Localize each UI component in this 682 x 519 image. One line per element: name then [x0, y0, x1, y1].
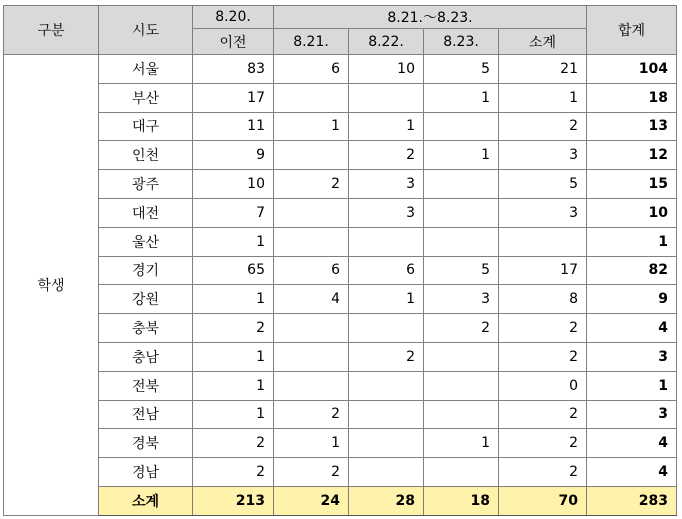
d23-cell: 3	[424, 285, 499, 314]
sub-cell: 17	[499, 256, 587, 285]
d21-cell: 2	[274, 458, 349, 487]
table-row	[4, 429, 677, 458]
d22-cell: 10	[349, 55, 424, 84]
sub-cell: 2	[499, 400, 587, 429]
d22-cell: 3	[349, 170, 424, 199]
d22-cell	[349, 458, 424, 487]
sub-cell: 3	[499, 141, 587, 170]
header-d22: 8.22.	[349, 29, 424, 55]
d21-cell: 2	[274, 170, 349, 199]
total-cell: 4	[587, 458, 677, 487]
sub-cell: 1	[499, 83, 587, 112]
before-cell: 2	[193, 429, 274, 458]
table-row	[4, 342, 677, 371]
before-cell: 10	[193, 170, 274, 199]
table-row	[4, 371, 677, 400]
student-cases-table	[3, 5, 677, 516]
table-row	[4, 227, 677, 256]
sido-cell: 경북	[99, 429, 193, 458]
d22-cell: 1	[349, 112, 424, 141]
table-row	[4, 458, 677, 487]
sido-cell: 인천	[99, 141, 193, 170]
total-cell: 104	[587, 55, 677, 84]
sub-cell: 3	[499, 198, 587, 227]
sido-cell: 강원	[99, 285, 193, 314]
sido-cell: 충북	[99, 314, 193, 343]
header-d21: 8.21.	[274, 29, 349, 55]
d22-cell	[349, 83, 424, 112]
table-row	[4, 256, 677, 285]
before-cell: 2	[193, 458, 274, 487]
total-cell: 12	[587, 141, 677, 170]
header-sido: 시도	[99, 6, 193, 55]
subtotal-d21-cell: 24	[274, 486, 349, 515]
d23-cell	[424, 198, 499, 227]
subtotal-d22-cell: 28	[349, 486, 424, 515]
before-cell: 1	[193, 227, 274, 256]
total-cell: 3	[587, 342, 677, 371]
total-cell: 4	[587, 314, 677, 343]
d22-cell: 1	[349, 285, 424, 314]
table-row	[4, 198, 677, 227]
d22-cell: 2	[349, 342, 424, 371]
subtotal-sub-cell: 70	[499, 486, 587, 515]
d21-cell	[274, 227, 349, 256]
d23-cell: 5	[424, 256, 499, 285]
sub-cell: 8	[499, 285, 587, 314]
d21-cell: 2	[274, 400, 349, 429]
total-cell: 15	[587, 170, 677, 199]
d21-cell: 1	[274, 429, 349, 458]
d23-cell: 1	[424, 83, 499, 112]
before-cell: 1	[193, 285, 274, 314]
d23-cell: 5	[424, 55, 499, 84]
table-row	[4, 112, 677, 141]
total-cell: 82	[587, 256, 677, 285]
d21-cell	[274, 141, 349, 170]
sido-cell: 부산	[99, 83, 193, 112]
d21-cell: 4	[274, 285, 349, 314]
sub-cell	[499, 227, 587, 256]
total-cell: 18	[587, 83, 677, 112]
table-row	[4, 314, 677, 343]
subtotal-row	[4, 486, 677, 515]
table-row	[4, 83, 677, 112]
d22-cell	[349, 227, 424, 256]
d22-cell	[349, 371, 424, 400]
d21-cell	[274, 342, 349, 371]
subtotal-label: 소계	[99, 486, 193, 515]
before-cell: 1	[193, 371, 274, 400]
header-d23: 8.23.	[424, 29, 499, 55]
sido-cell: 대전	[99, 198, 193, 227]
header-before-line2: 이전	[193, 29, 274, 55]
d21-cell: 6	[274, 55, 349, 84]
d21-cell: 6	[274, 256, 349, 285]
table-body	[4, 55, 677, 516]
subtotal-before-cell: 213	[193, 486, 274, 515]
sub-cell: 2	[499, 458, 587, 487]
before-cell: 11	[193, 112, 274, 141]
total-cell: 1	[587, 227, 677, 256]
sido-cell: 전북	[99, 371, 193, 400]
sub-cell: 2	[499, 342, 587, 371]
d23-cell	[424, 342, 499, 371]
d21-cell	[274, 83, 349, 112]
sub-cell: 2	[499, 429, 587, 458]
header-total: 합계	[587, 6, 677, 55]
before-cell: 2	[193, 314, 274, 343]
table-row	[4, 141, 677, 170]
sido-cell: 경기	[99, 256, 193, 285]
d23-cell	[424, 227, 499, 256]
table-row	[4, 55, 677, 84]
d21-cell	[274, 314, 349, 343]
before-cell: 7	[193, 198, 274, 227]
d22-cell	[349, 429, 424, 458]
d21-cell	[274, 371, 349, 400]
table-row	[4, 285, 677, 314]
before-cell: 17	[193, 83, 274, 112]
d23-cell	[424, 400, 499, 429]
before-cell: 1	[193, 342, 274, 371]
before-cell: 9	[193, 141, 274, 170]
sido-cell: 경남	[99, 458, 193, 487]
table-row	[4, 400, 677, 429]
d22-cell	[349, 314, 424, 343]
d23-cell	[424, 170, 499, 199]
d23-cell	[424, 112, 499, 141]
table-row	[4, 170, 677, 199]
total-cell: 4	[587, 429, 677, 458]
header-before-line1: 8.20.	[193, 6, 274, 29]
header-gubun: 구분	[4, 6, 99, 55]
d23-cell: 1	[424, 429, 499, 458]
sido-cell: 충남	[99, 342, 193, 371]
total-cell: 3	[587, 400, 677, 429]
sub-cell: 0	[499, 371, 587, 400]
subtotal-total-cell: 283	[587, 486, 677, 515]
before-cell: 83	[193, 55, 274, 84]
d22-cell	[349, 400, 424, 429]
d23-cell	[424, 458, 499, 487]
d23-cell	[424, 371, 499, 400]
d21-cell	[274, 198, 349, 227]
total-cell: 9	[587, 285, 677, 314]
sub-cell: 5	[499, 170, 587, 199]
before-cell: 1	[193, 400, 274, 429]
sido-cell: 울산	[99, 227, 193, 256]
sub-cell: 2	[499, 314, 587, 343]
header-range: 8.21.～8.23.	[274, 6, 587, 29]
sido-cell: 전남	[99, 400, 193, 429]
d22-cell: 2	[349, 141, 424, 170]
sub-cell: 21	[499, 55, 587, 84]
total-cell: 1	[587, 371, 677, 400]
sido-cell: 광주	[99, 170, 193, 199]
total-cell: 13	[587, 112, 677, 141]
d23-cell: 2	[424, 314, 499, 343]
sido-cell: 서울	[99, 55, 193, 84]
subtotal-d23-cell: 18	[424, 486, 499, 515]
sub-cell: 2	[499, 112, 587, 141]
d22-cell: 3	[349, 198, 424, 227]
total-cell: 10	[587, 198, 677, 227]
before-cell: 65	[193, 256, 274, 285]
sido-cell: 대구	[99, 112, 193, 141]
d21-cell: 1	[274, 112, 349, 141]
d22-cell: 6	[349, 256, 424, 285]
d23-cell: 1	[424, 141, 499, 170]
header-subtotal: 소계	[499, 29, 587, 55]
group-label: 학생	[4, 55, 99, 516]
